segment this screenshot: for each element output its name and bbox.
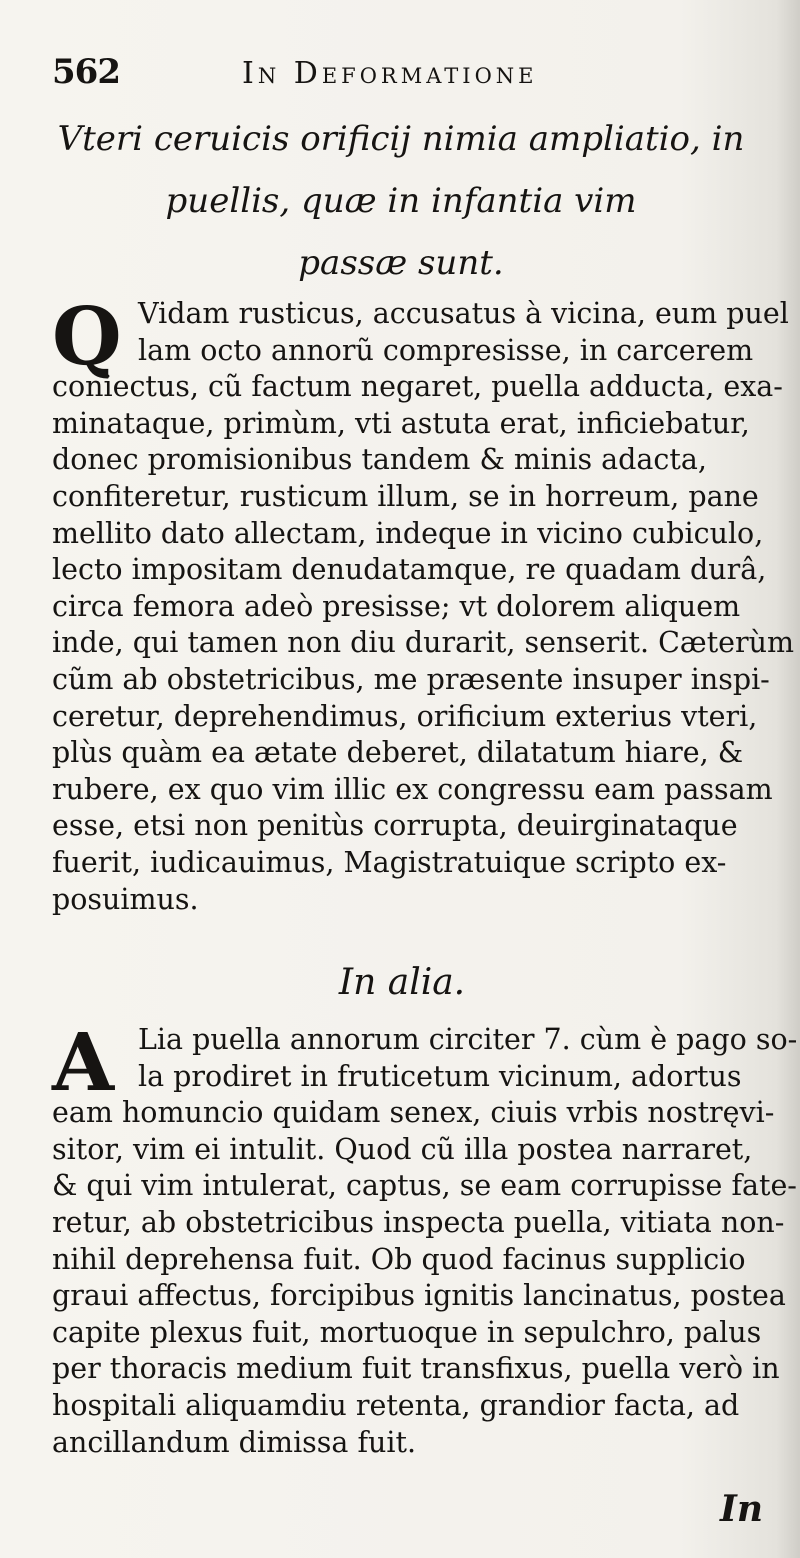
section-title-line: Vteri ceruicis orificij nimia ampliatio, in [57, 119, 745, 159]
text-line: ancillandum dimissa fuit. [52, 1425, 417, 1459]
text-line: la prodiret in fruticetum vicinum, adortus [138, 1059, 742, 1093]
text-line: capite plexus fuit, mortuoque in sepulchro, palus [52, 1315, 762, 1349]
text-line: lecto impositam denudatamque, re quadam durâ, [52, 553, 767, 587]
text-line: eam homuncio quidam senex, ciuis vrbis nostręvi- [52, 1096, 775, 1130]
text-line: Vidam rusticus, accusatus à vicina, eum puel [138, 297, 789, 330]
text-line: cũm ab obstetricibus, me præsente insuper inspi- [52, 662, 770, 696]
text-line: mellito dato allectam, indeque in vicino cubiculo, [52, 516, 764, 550]
text-line: retur, ab obstetricibus inspecta puella, vitiata non- [52, 1205, 785, 1239]
text-line: esse, etsi non penitùs corrupta, deuirginataque [52, 809, 738, 843]
text-line: sitor, vim ei intulit. Quod cũ illa postea narraret, [52, 1132, 753, 1166]
text-line: donec promisionibus tandem & minis adacta, [52, 443, 707, 477]
catchword: In [720, 1488, 764, 1530]
text-line: circa femora adeò presisse; vt dolorem aliquem [52, 589, 741, 623]
text-line: inde, qui tamen non diu durarit, senserit. Cæterùm [52, 626, 795, 660]
section-title-line: puellis, quæ in infantia vim [165, 181, 637, 221]
running-head [52, 48, 752, 94]
dropcap-region [52, 289, 789, 383]
paragraph-1 [52, 289, 795, 918]
dropcap-region [52, 1015, 798, 1109]
section-title [56, 108, 746, 294]
text-line: minataque, primùm, vti astuta erat, inficiebatur, [52, 406, 750, 440]
text-line: lam octo annorũ compresisse, in carcerem [138, 333, 754, 367]
text-line: rubere, ex quo vim illic ex congressu eam passam [52, 772, 773, 806]
text-line: graui affectus, forcipibus ignitis lancinatus, postea [52, 1279, 786, 1313]
running-title: In Deformatione [242, 56, 538, 91]
section-title-line: passæ sunt. [298, 243, 504, 283]
text-line: ceretur, deprehendimus, orificium exterius vteri, [52, 699, 758, 733]
text-line: & qui vim intulerat, captus, se eam corrupisse fate- [52, 1169, 797, 1203]
text-line: coniectus, cũ factum negaret, puella adducta, exa- [52, 370, 783, 404]
page-number: 562 [52, 52, 120, 92]
text-line: fuerit, iudicauimus, Magistratuique scripto ex- [52, 845, 727, 879]
text-line: hospitali aliquamdiu retenta, grandior facta, ad [52, 1388, 740, 1422]
subheading: In alia. [338, 962, 466, 1003]
text-line: plùs quàm ea ætate deberet, dilatatum hiare, & [52, 736, 744, 770]
text-line: Lia puella annorum circiter 7. cùm è pago so- [138, 1023, 798, 1056]
text-line: confiteretur, rusticum illum, se in horreum, pane [52, 479, 759, 513]
drop-cap: A [52, 1015, 115, 1109]
text-line: nihil deprehensa fuit. Ob quod facinus supplicio [52, 1242, 746, 1276]
drop-cap: Q [52, 289, 122, 383]
paragraph-2 [52, 1015, 798, 1461]
text-line: per thoracis medium fuit transfixus, puella verò in [52, 1352, 780, 1386]
text-line: posuimus. [52, 882, 199, 916]
